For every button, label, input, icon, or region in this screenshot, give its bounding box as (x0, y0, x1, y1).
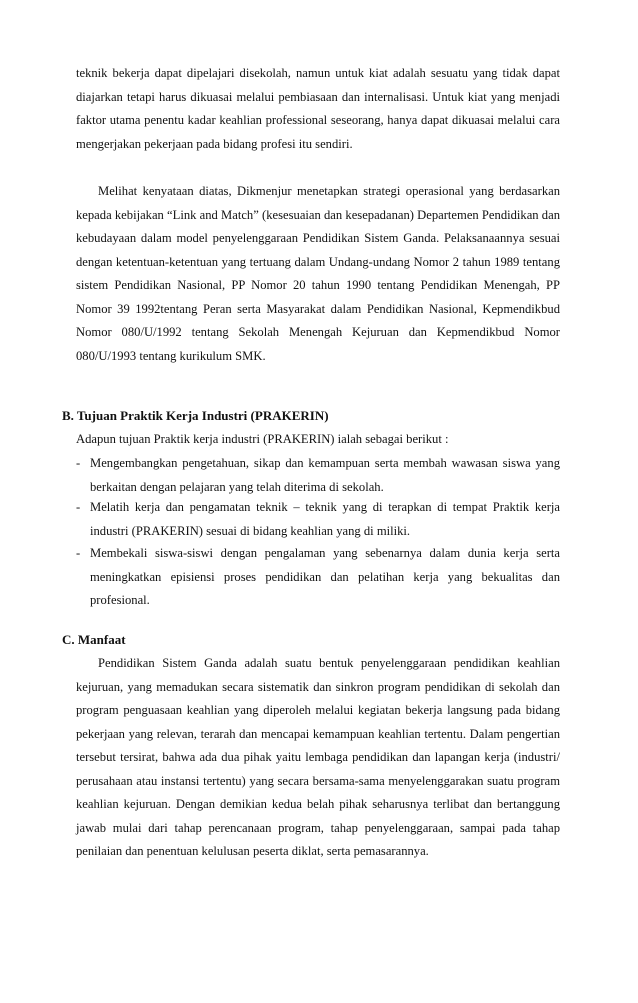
list-item-text: Melatih kerja dan pengamatan teknik – teknik yang di terapkan di tempat Praktik kerja industri (PRAKERIN) sesuai di bidang keahlian yang di miliki. (90, 500, 560, 538)
section-c-heading: C. Manfaat (62, 632, 126, 647)
intro-paragraph-2: Melihat kenyataan diatas, Dikmenjur menetapkan strategi operasional yang berdasarkan kepada kebijakan “Link and Match” (kesesuaian dan kesepadanan) Departemen Pendidikan dan kebudayaan dalam model penyelenggaraan Pendidikan Sistem Ganda. Pelaksanaannya sesuai dengan ketentuan-ketentuan yang tertuang dalam Undang-undang Nomor 2 tahun 1989 tentang sistem Pendidikan Nasional, PP Nomor 20 tahun 1990 tentang Pendidikan Menengah, PP Nomor 39 1992tentang Peran serta Masyarakat dalam Pendidikan Nasional, Kepmendikbud Nomor 080/U/1992 tentang Sekolah Menengah Kejuruan dan Kepmendikbud Nomor 080/U/1993 tentang kurikulum SMK. (76, 184, 560, 363)
list-dash: - (76, 546, 81, 560)
section-c-body: Pendidikan Sistem Ganda adalah suatu bentuk penyelenggaraan pendidikan keahlian kejuruan, yang memadukan secara sistematik dan sinkron program pendidikan di sekolah dan program penguasaan keahlian yang diperoleh melalui kegiatan bekerja langsung pada bidang pekerjaan yang relevan, terarah dan mencapai kemampuan keahlian tertentu. Dalam pengertian tersebut tersirat, bahwa ada dua pihak yaitu lembaga pendidikan dan lapangan kerja (industri/ perusahaan atau instansi tertentu) yang secara bersama-sama menyelenggarakan suatu program keahlian kejuruan. Dengan demikian kedua belah pihak seharusnya terlibat dan bertanggung jawab mulai dari tahap perencanaan program, tahap penyelenggaraan, sampai pada tahap penilaian dan penentuan kelulusan peserta diklat, serta pemasarannya. (76, 656, 560, 858)
list-item-text: Mengembangkan pengetahuan, sikap dan kemampuan serta membah wawasan siswa yang berkaitan dengan pelajaran yang telah diterima di sekolah. (90, 456, 560, 494)
list-item-text: Membekali siswa-siswi dengan pengalaman yang sebenarnya dalam dunia kerja serta meningkatkan episiensi proses pendidikan dan pelatihan kerja yang bekualitas dan profesional. (90, 546, 560, 607)
list-item (76, 542, 560, 613)
intro-paragraph-1: teknik bekerja dapat dipelajari disekolah, namun untuk kiat adalah sesuatu yang tidak dapat diajarkan tetapi harus dikuasai melalui pembiasaan dan internalisasi. Untuk kiat yang menjadi faktor utama penentu kadar keahlian professional seseorang, hanya dapat dikuasai melalui cara mengerjakan pekerjaan pada bidang profesi itu sendiri. (76, 66, 560, 151)
section-b-heading: B. Tujuan Praktik Kerja Industri (PRAKERIN) (62, 408, 329, 423)
list-dash: - (76, 456, 81, 470)
list-item (76, 496, 560, 543)
section-b-intro: Adapun tujuan Praktik kerja industri (PRAKERIN) ialah sebagai berikut : (76, 432, 449, 446)
list-item (76, 452, 560, 499)
list-dash: - (76, 500, 81, 514)
